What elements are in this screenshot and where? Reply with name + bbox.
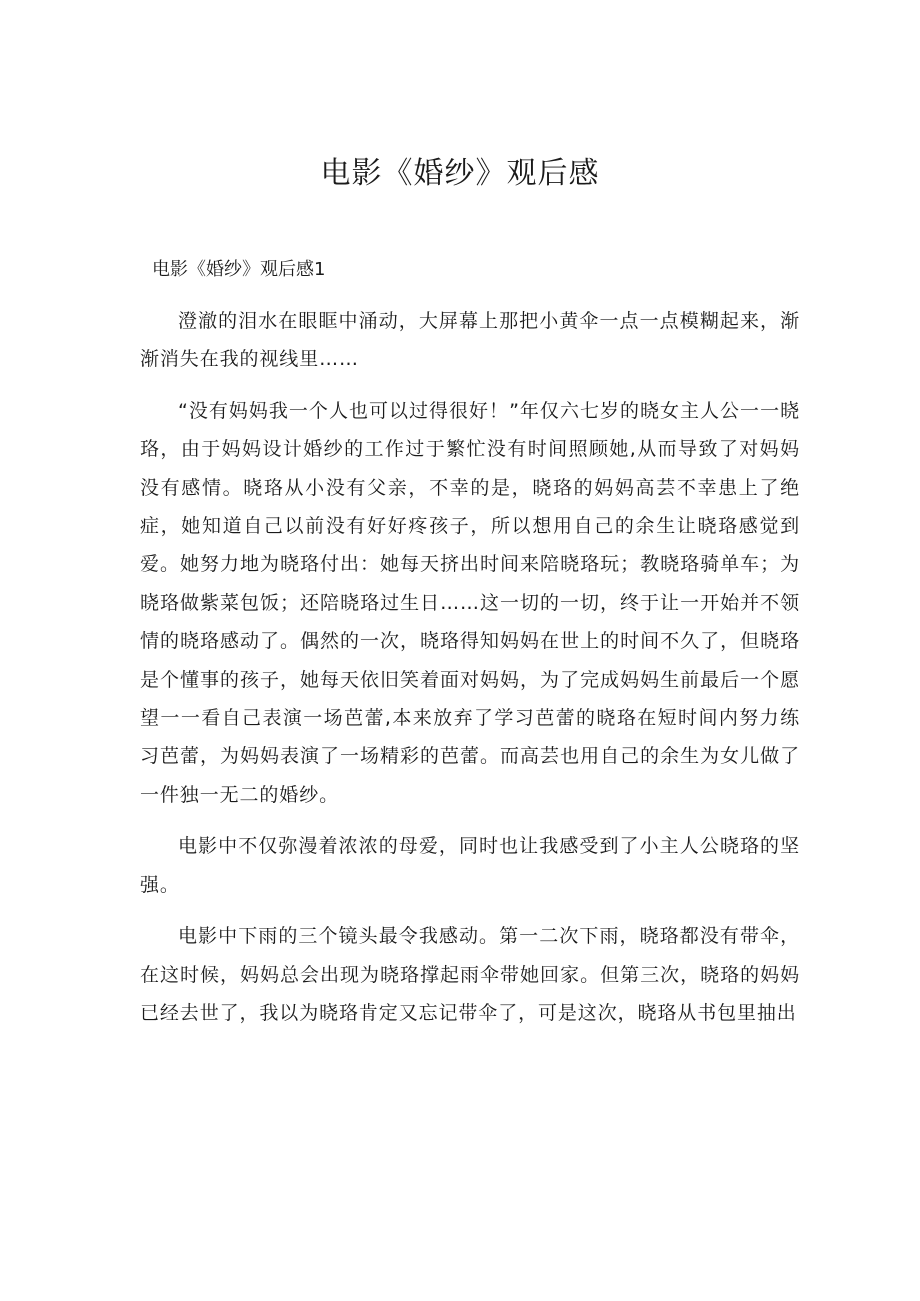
document-title: 电影《婚纱》观后感 <box>320 156 600 191</box>
paragraph-2: “没有妈妈我一个人也可以过得很好！”年仅六七岁的晓女主人公一一晓珞，由于妈妈设计婚纱的工作过于繁忙没有时间照顾她,从而导致了对妈妈没有感情。晓珞从小没有父亲，不幸的是，晓珞的妈妈高芸不幸患上了绝症，她知道自己以前没有好好疼孩子，所以想用自己的余生让晓珞感觉到爱。她努力地为晓珞付出：她每天挤出时间来陪晓珞玩；教晓珞骑单车；为晓珞做紫菜包饭；还陪晓珞过生日……这一切的一切，终于让一开始并不领情的晓珞感动了。偶然的一次，晓珞得知妈妈在世上的时间不久了，但晓珞是个懂事的孩子，她每天依旧笑着面对妈妈，为了完成妈妈生前最后一个愿望一一看自己表演一场芭蕾,本来放弃了学习芭蕾的晓珞在短时间内努力练习芭蕾，为妈妈表演了一场精彩的芭蕾。而高芸也用自己的余生为女儿做了一件独一无二的婚纱。 <box>140 399 800 806</box>
section-heading: 电影《婚纱》观后感1 <box>152 259 326 280</box>
paragraph-4: 电影中下雨的三个镜头最令我感动。第一二次下雨，晓珞都没有带伞，在这时候，妈妈总会出现为晓珞撑起雨伞带她回家。但第三次，晓珞的妈妈已经去世了，我以为晓珞肯定又忘记带伞了，可是这次，晓珞从书包里抽出 <box>140 925 800 1024</box>
paragraph-3: 电影中不仅弥漫着浓浓的母爱，同时也让我感受到了小主人公晓珞的坚强。 <box>140 835 800 896</box>
paragraph-1: 澄澈的泪水在眼眶中涌动，大屏幕上那把小黄伞一点一点模糊起来，渐渐消失在我的视线里…… <box>140 310 800 371</box>
body-text <box>140 302 800 1045</box>
